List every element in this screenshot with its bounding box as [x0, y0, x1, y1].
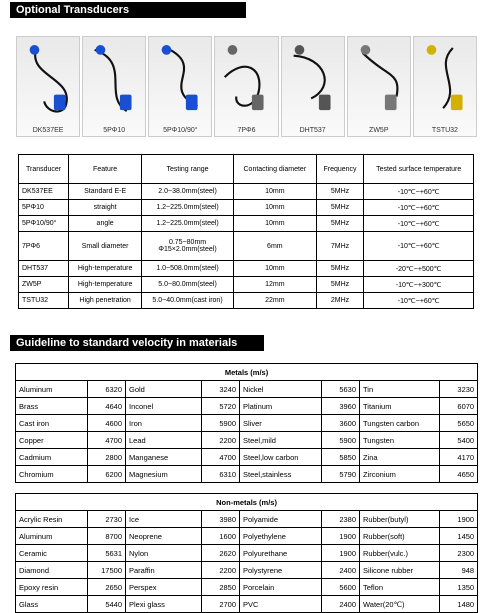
table-cell: DK537EE — [19, 184, 69, 200]
velocity-value: 6200 — [88, 466, 126, 483]
velocity-value: 5850 — [322, 449, 360, 466]
velocity-value: 1480 — [440, 596, 478, 613]
table-cell: -10℃~+60℃ — [364, 232, 474, 261]
table-row — [16, 449, 478, 466]
velocity-value: 4600 — [88, 415, 126, 432]
table-cell: 10mm — [233, 261, 316, 277]
transducer-caption: DK537EE — [32, 127, 64, 134]
table-cell: -20℃~+500℃ — [364, 261, 474, 277]
table-cell: -10℃~+60℃ — [364, 293, 474, 309]
velocity-value: 948 — [440, 562, 478, 579]
transducer-image — [17, 37, 79, 123]
material-name: Iron — [126, 415, 202, 432]
velocity-value: 5600 — [322, 579, 360, 596]
transducer-cable — [293, 56, 324, 99]
velocity-value: 2700 — [202, 596, 240, 613]
transducer-probe — [120, 95, 132, 111]
velocity-value: 4640 — [88, 398, 126, 415]
transducer-connector — [30, 45, 40, 55]
velocity-value: 5900 — [322, 432, 360, 449]
transducer-image — [149, 37, 211, 123]
material-name: Ice — [126, 511, 202, 528]
table-row — [19, 277, 474, 293]
table-cell: 5MHz — [316, 277, 364, 293]
table-cell: 1.2~225.0mm(steel) — [142, 200, 234, 216]
velocity-value: 5900 — [202, 415, 240, 432]
transducer-connector — [162, 45, 172, 55]
velocity-value: 2730 — [88, 511, 126, 528]
table-cell: -10℃~+60℃ — [364, 200, 474, 216]
material-name: Rubber(vulc.) — [360, 545, 440, 562]
table-cell: High-temperature — [69, 261, 142, 277]
transducer-caption: 7PΦ6 — [237, 127, 256, 134]
transducer-probe — [451, 95, 463, 111]
transducer-probe — [318, 95, 330, 111]
velocity-value: 2850 — [202, 579, 240, 596]
velocity-value: 1900 — [322, 528, 360, 545]
velocity-value: 5440 — [88, 596, 126, 613]
velocity-value: 4650 — [440, 466, 478, 483]
velocity-value: 5790 — [322, 466, 360, 483]
table-row — [16, 596, 478, 613]
table-row — [19, 216, 474, 232]
table-row — [16, 466, 478, 483]
material-name: Aluminum — [16, 528, 88, 545]
velocity-value: 3600 — [322, 415, 360, 432]
table-cell: 2.0~38.0mm(steel) — [142, 184, 234, 200]
material-name: Tungsten — [360, 432, 440, 449]
material-name: Platinum — [240, 398, 322, 415]
table-cell: High-temperature — [69, 277, 142, 293]
velocity-value: 3960 — [322, 398, 360, 415]
material-name: Chromium — [16, 466, 88, 483]
table-row — [16, 398, 478, 415]
velocity-value: 3240 — [202, 381, 240, 398]
material-name: Magnesium — [126, 466, 202, 483]
transducer-image — [282, 37, 344, 123]
velocity-value: 5631 — [88, 545, 126, 562]
velocity-guideline-heading: Guideline to standard velocity in materials — [10, 335, 264, 351]
material-name: PVC — [240, 596, 322, 613]
velocity-value: 2300 — [440, 545, 478, 562]
table-row — [19, 232, 474, 261]
table-row — [16, 579, 478, 596]
material-name: Nylon — [126, 545, 202, 562]
table-cell: 10mm — [233, 216, 316, 232]
table-row — [16, 545, 478, 562]
velocity-value: 2200 — [202, 562, 240, 579]
table-title: Metals (m/s) — [16, 364, 478, 381]
velocity-value: 1350 — [440, 579, 478, 596]
material-name: Polyethylene — [240, 528, 322, 545]
velocity-value: 3980 — [202, 511, 240, 528]
velocity-value: 4700 — [88, 432, 126, 449]
material-name: Rubber(butyl) — [360, 511, 440, 528]
material-name: Perspex — [126, 579, 202, 596]
material-name: Ceramic — [16, 545, 88, 562]
material-name: Cast iron — [16, 415, 88, 432]
material-name: Rubber(soft) — [360, 528, 440, 545]
velocity-value: 2200 — [202, 432, 240, 449]
transducer-connector — [360, 45, 370, 55]
material-name: Neoprene — [126, 528, 202, 545]
velocity-value: 3230 — [440, 381, 478, 398]
material-name: Polystyrene — [240, 562, 322, 579]
material-name: Paraffin — [126, 562, 202, 579]
material-name: Steel,stainless — [240, 466, 322, 483]
material-name: Acrylic Resin — [16, 511, 88, 528]
material-name: Inconel — [126, 398, 202, 415]
material-name: Glass — [16, 596, 88, 613]
table-title: Non-metals (m/s) — [16, 494, 478, 511]
transducer-gallery — [16, 36, 477, 137]
material-name: Teflon — [360, 579, 440, 596]
table-cell: 5PΦ10 — [19, 200, 69, 216]
table-cell: -10℃~+60℃ — [364, 216, 474, 232]
material-name: Polyurethane — [240, 545, 322, 562]
table-row — [16, 432, 478, 449]
table-row — [19, 261, 474, 277]
table-cell: 2MHz — [316, 293, 364, 309]
table-cell: 12mm — [233, 277, 316, 293]
transducer-connector — [294, 45, 304, 55]
optional-transducers-heading: Optional Transducers — [10, 2, 246, 18]
table-cell: 7PΦ6 — [19, 232, 69, 261]
table-cell: TSTU32 — [19, 293, 69, 309]
column-header: Testing range — [142, 155, 234, 184]
table-cell: 5MHz — [316, 200, 364, 216]
velocity-value: 5630 — [322, 381, 360, 398]
table-row — [19, 293, 474, 309]
transducer-caption: ZW5P — [369, 127, 389, 134]
material-name: Diamond — [16, 562, 88, 579]
transducer-tile — [413, 36, 477, 137]
velocity-value: 4700 — [202, 449, 240, 466]
transducer-connector — [96, 45, 106, 55]
transducer-tile — [16, 36, 80, 137]
material-name: Steel,low carbon — [240, 449, 322, 466]
material-name: Nickel — [240, 381, 322, 398]
transducer-image — [348, 37, 410, 123]
transducer-connector — [228, 45, 238, 55]
table-cell: 10mm — [233, 184, 316, 200]
table-row — [19, 184, 474, 200]
table-cell: 1.2~225.0mm(steel) — [142, 216, 234, 232]
transducer-probe — [186, 95, 198, 111]
transducer-image — [83, 37, 145, 123]
transducer-probe — [252, 95, 264, 111]
table-cell: 7MHz — [316, 232, 364, 261]
material-name: Polyamide — [240, 511, 322, 528]
transducer-cable — [362, 53, 397, 97]
table-row — [16, 562, 478, 579]
material-name: Titanium — [360, 398, 440, 415]
table-cell: 1.0~508.0mm(steel) — [142, 261, 234, 277]
velocity-value: 1450 — [440, 528, 478, 545]
velocity-value: 6070 — [440, 398, 478, 415]
transducer-tile — [82, 36, 146, 137]
velocity-value: 2400 — [322, 562, 360, 579]
table-cell: straight — [69, 200, 142, 216]
material-name: Epoxy resin — [16, 579, 88, 596]
material-name: Silicone rubber — [360, 562, 440, 579]
spec-table-header — [19, 155, 474, 184]
column-header: Transducer — [19, 155, 69, 184]
table-cell: 5MHz — [316, 216, 364, 232]
material-name: Tungsten carbon — [360, 415, 440, 432]
transducer-spec-table — [18, 154, 474, 309]
velocity-value: 4170 — [440, 449, 478, 466]
material-name: Plexi glass — [126, 596, 202, 613]
column-header: Frequency — [316, 155, 364, 184]
material-name: Porcelain — [240, 579, 322, 596]
velocity-value: 2380 — [322, 511, 360, 528]
table-title-row — [16, 494, 478, 511]
material-name: Cadmium — [16, 449, 88, 466]
material-name: Zirconium — [360, 466, 440, 483]
velocity-value: 6320 — [88, 381, 126, 398]
table-cell: Standard E-E — [69, 184, 142, 200]
table-cell: -10℃~+60℃ — [364, 184, 474, 200]
table-cell: 22mm — [233, 293, 316, 309]
table-cell: angle — [69, 216, 142, 232]
table-cell: -10℃~+300℃ — [364, 277, 474, 293]
table-cell: ZW5P — [19, 277, 69, 293]
velocity-value: 1600 — [202, 528, 240, 545]
table-row — [19, 200, 474, 216]
material-name: Brass — [16, 398, 88, 415]
material-name: Lead — [126, 432, 202, 449]
table-cell: Small diameter — [69, 232, 142, 261]
table-row — [16, 511, 478, 528]
column-header: Tested surface temperature — [364, 155, 474, 184]
transducer-caption: 5PΦ10/90° — [163, 127, 198, 134]
table-row — [16, 528, 478, 545]
column-header: Feature — [69, 155, 142, 184]
table-cell: High penetration — [69, 293, 142, 309]
velocity-value: 1900 — [440, 511, 478, 528]
material-name: Sliver — [240, 415, 322, 432]
transducer-caption: DHT537 — [299, 127, 326, 134]
material-name: Copper — [16, 432, 88, 449]
velocity-value: 17500 — [88, 562, 126, 579]
table-cell: 6mm — [233, 232, 316, 261]
transducer-tile — [148, 36, 212, 137]
table-cell: 5MHz — [316, 184, 364, 200]
table-cell: 5.0~80.0mm(steel) — [142, 277, 234, 293]
velocity-value: 5720 — [202, 398, 240, 415]
table-cell: DHT537 — [19, 261, 69, 277]
transducer-image — [215, 37, 277, 123]
material-name: Steel,mild — [240, 432, 322, 449]
transducer-probe — [54, 95, 66, 111]
velocity-value: 1900 — [322, 545, 360, 562]
material-name: Tin — [360, 381, 440, 398]
velocity-value: 2650 — [88, 579, 126, 596]
velocity-value: 2400 — [322, 596, 360, 613]
velocity-value: 8700 — [88, 528, 126, 545]
velocity-value: 5650 — [440, 415, 478, 432]
material-name: Aluminum — [16, 381, 88, 398]
table-cell: 5.0~40.0mm(cast iron) — [142, 293, 234, 309]
table-row — [16, 415, 478, 432]
table-cell: 5MHz — [316, 261, 364, 277]
table-cell: 5PΦ10/90° — [19, 216, 69, 232]
velocity-value: 5400 — [440, 432, 478, 449]
table-title-row — [16, 364, 478, 381]
transducer-caption: 5PΦ10 — [103, 127, 126, 134]
material-name: Zina — [360, 449, 440, 466]
table-cell: 10mm — [233, 200, 316, 216]
transducer-connector — [426, 45, 436, 55]
material-name: Water(20℃) — [360, 596, 440, 613]
velocity-value: 2800 — [88, 449, 126, 466]
transducer-probe — [385, 95, 397, 111]
transducer-image — [414, 37, 476, 123]
transducer-tile — [281, 36, 345, 137]
material-name: Manganese — [126, 449, 202, 466]
table-row — [16, 381, 478, 398]
column-header: Contacting diameter — [233, 155, 316, 184]
table-cell: 0.75~80mm Φ15×2.0mm(steel) — [142, 232, 234, 261]
transducer-caption: TSTU32 — [431, 127, 458, 134]
nonmetals-velocity-table — [15, 493, 478, 613]
velocity-value: 6310 — [202, 466, 240, 483]
velocity-value: 2620 — [202, 545, 240, 562]
transducer-tile — [214, 36, 278, 137]
transducer-tile — [347, 36, 411, 137]
material-name: Gold — [126, 381, 202, 398]
metals-velocity-table — [15, 363, 478, 483]
